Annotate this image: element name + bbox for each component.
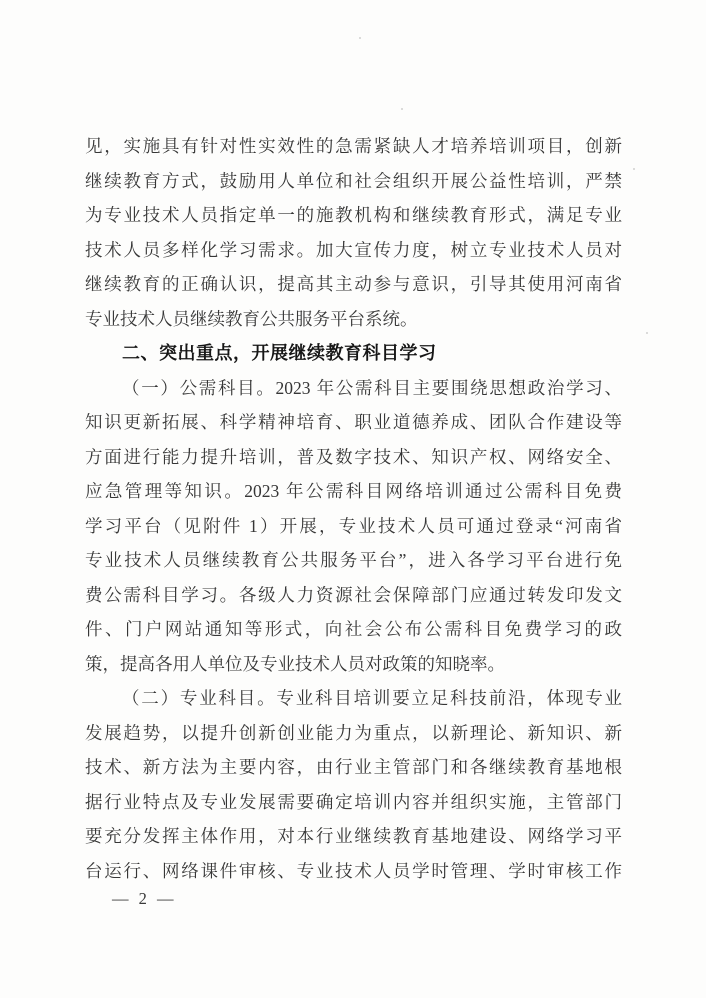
text-line: 费公需科目学习。各级人力资源社会保障部门应通过转发印发文 xyxy=(85,584,622,605)
text-line: 继续教育的正确认识，提高其主动参与意识，引导其使用河南省 xyxy=(85,274,622,294)
text-line: 专业技术人员继续教育公共服务平台”，进入各学习平台进行免 xyxy=(85,550,622,570)
document-body xyxy=(85,129,622,888)
text-line: 策，提高各用人单位及专业技术人员对政策的知晓率。 xyxy=(85,653,505,674)
text-line: 技术人员多样化学习需求。加大宣传力度，树立专业技术人员对 xyxy=(85,239,622,260)
text-line: 发展趋势，以提升创新创业能力为重点，以新理论、新知识、新 xyxy=(85,722,622,743)
text-line: 见，实施具有针对性实效性的急需紧缺人才培养培训项目，创新 xyxy=(85,136,622,156)
text-line: 知识更新拓展、科学精神培育、职业道德养成、团队合作建设等 xyxy=(85,412,622,432)
text-line: 学习平台（见附件 1）开展，专业技术人员可通过登录“河南省 xyxy=(85,515,622,536)
text-line: 台运行、网络课件审核、专业技术人员学时管理、学时审核工作 xyxy=(85,860,622,881)
text-line: 专业技术人员继续教育公共服务平台系统。 xyxy=(85,308,418,329)
text-line: （一）公需科目。2023 年公需科目主要围绕思想政治学习、 xyxy=(122,377,622,398)
text-line: 继续教育方式，鼓励用人单位和社会组织开展公益性培训，严禁 xyxy=(85,170,622,191)
text-line: 要充分发挥主体作用，对本行业继续教育基地建设、网络学习平 xyxy=(85,826,622,846)
text-line: 方面进行能力提升培训，普及数字技术、知识产权、网络安全、 xyxy=(85,446,622,467)
scan-speck xyxy=(401,108,403,110)
page-number: — 2 — xyxy=(112,889,177,908)
scan-speck xyxy=(359,37,361,39)
text-line: （二）专业科目。专业科目培训要立足科技前沿，体现专业 xyxy=(122,688,622,708)
text-line: 应急管理等知识。2023 年公需科目网络培训通过公需科目免费 xyxy=(85,481,622,501)
text-line: 为专业技术人员指定单一的施教机构和继续教育形式，满足专业 xyxy=(85,205,622,225)
text-line: 件、门户网站通知等形式，向社会公布公需科目免费学习的政 xyxy=(85,619,622,639)
text-line: 技术、新方法为主要内容，由行业主管部门和各继续教育基地根 xyxy=(85,757,622,777)
scan-speck xyxy=(646,332,648,334)
section-heading: 二、突出重点，开展继续教育科目学习 xyxy=(122,343,437,363)
scan-speck xyxy=(633,168,635,170)
text-line: 据行业特点及专业发展需要确定培训内容并组织实施，主管部门 xyxy=(85,791,622,812)
